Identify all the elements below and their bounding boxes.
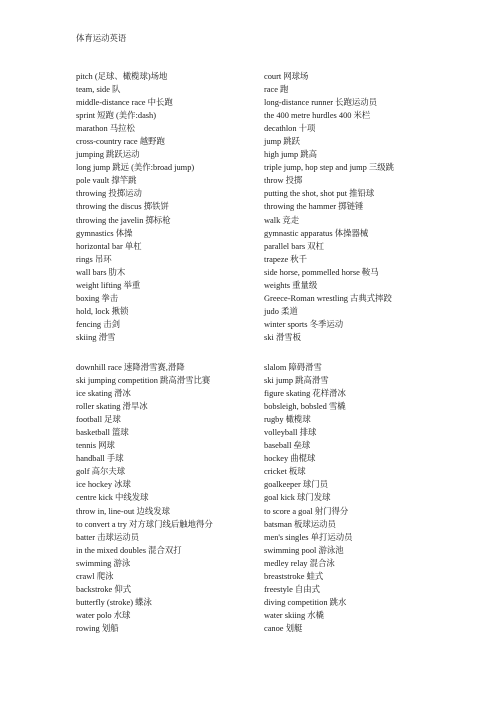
vocab-entry: marathon 马拉松 (76, 124, 135, 134)
vocab-entry: canoe 划艇 (264, 623, 303, 633)
vocab-entry: in the mixed doubles 混合双打 (76, 545, 182, 555)
vocab-entry: the 400 metre hurdles 400 米栏 (264, 111, 371, 121)
vocab-entry: goalkeeper 球门员 (264, 480, 328, 490)
vocab-entry: hold, lock 揪锁 (76, 306, 129, 316)
vocab-entry: weight lifting 举重 (76, 280, 141, 290)
vocab-entry: goal kick 球门发球 (264, 493, 331, 503)
vocab-entry: crawl 爬泳 (76, 571, 114, 581)
vocab-entry: boxing 拳击 (76, 293, 119, 303)
vocab-entry: freestyle 自由式 (264, 584, 321, 594)
vocab-entry: parallel bars 双杠 (264, 241, 324, 251)
vocab-entry: throwing 投掷运动 (76, 189, 142, 199)
vocab-entry: rings 吊环 (76, 254, 112, 264)
vocab-entry: gymnastics 体操 (76, 228, 133, 238)
vocab-entry: slalom 障碍滑雪 (264, 363, 322, 372)
vocab-entry: hockey 曲棍球 (264, 454, 316, 464)
vocab-entry: centre kick 中线发球 (76, 493, 149, 503)
vocab-entry: diving competition 跳水 (264, 597, 347, 607)
vocab-entry: handball 手球 (76, 454, 124, 464)
vocab-entry: roller skating 滑旱冰 (76, 402, 148, 412)
vocab-entry: walk 竞走 (264, 215, 300, 225)
vocab-entry: breaststroke 蛙式 (264, 571, 324, 581)
vocab-entry: middle-distance race 中长跑 (76, 98, 173, 108)
vocab-entry: jumping 跳跃运动 (76, 150, 140, 160)
vocab-entry: butterfly (stroke) 蝶泳 (76, 597, 152, 607)
vocab-entry: to score a goal 射门得分 (264, 506, 349, 516)
vocab-entry: winter sports 冬季运动 (264, 319, 344, 329)
vocab-entry: weights 重量级 (264, 280, 318, 290)
vocab-entry: throwing the javelin 掷标枪 (76, 215, 171, 225)
vocab-column-1-right (264, 70, 394, 344)
vocab-entry: judo 柔道 (264, 306, 298, 316)
vocab-entry: long jump 跳远 (美作:broad jump) (76, 163, 195, 173)
vocab-entry: pitch (足球、橄榄球)场地 (76, 72, 168, 81)
vocab-entry: race 跑 (264, 85, 289, 95)
vocab-entry: bobsleigh, bobsled 雪橇 (264, 402, 346, 412)
vocab-entry: rowing 划船 (76, 623, 119, 633)
vocab-entry: downhill race 速降滑雪赛,滑降 (76, 363, 185, 372)
vocab-entry: long-distance runner 长跑运动员 (264, 98, 378, 108)
vocab-entry: fencing 击剑 (76, 319, 120, 329)
vocab-entry: team, side 队 (76, 85, 121, 95)
vocab-entry: basketball 篮球 (76, 428, 129, 438)
vocab-entry: men's singles 单打运动员 (264, 532, 353, 542)
vocab-entry: throw 投掷 (264, 176, 303, 186)
vocab-entry: court 网球场 (264, 72, 309, 81)
vocab-entry: rugby 橄榄球 (264, 415, 311, 425)
vocab-entry: to convert a try 对方球门线后触地得分 (76, 519, 213, 529)
vocab-entry: throwing the hammer 掷链锤 (264, 202, 364, 212)
vocab-entry: figure skating 花样滑冰 (264, 389, 346, 399)
vocab-entry: cricket 板球 (264, 467, 306, 477)
vocab-entry: throwing the discus 掷铁饼 (76, 202, 169, 212)
vocab-entry: throw in, line-out 边线发球 (76, 506, 170, 516)
vocab-entry: wall bars 肋木 (76, 267, 126, 277)
vocab-entry: ice skating 滑冰 (76, 389, 131, 399)
vocab-entry: ski 滑雪板 (264, 332, 301, 342)
vocab-entry: ski jumping competition 跳高滑雪比赛 (76, 376, 211, 386)
vocab-entry: Greece-Roman wrestling 古典式摔跤 (264, 293, 392, 303)
vocab-entry: putting the shot, shot put 推铅球 (264, 189, 375, 199)
vocab-entry: sprint 短跑 (美作:dash) (76, 111, 157, 121)
vocab-entry: volleyball 排球 (264, 428, 317, 438)
vocab-entry: pole vault 撑竿跳 (76, 176, 137, 186)
vocab-entry: horizontal bar 单杠 (76, 241, 142, 251)
vocab-entry: cross-country race 越野跑 (76, 137, 165, 147)
vocab-entry: batsman 板球运动员 (264, 519, 336, 529)
vocab-entry: swimming 游泳 (76, 558, 131, 568)
page-title: 体育运动英语 (76, 34, 127, 43)
vocab-entry: ice hockey 冰球 (76, 480, 131, 490)
vocab-entry: high jump 跳高 (264, 150, 318, 160)
vocab-entry: ski jump 跳高滑雪 (264, 376, 329, 386)
vocab-entry: batter 击球运动员 (76, 532, 140, 542)
vocab-entry: decathlon 十项 (264, 124, 316, 134)
vocab-column-2-right (264, 361, 353, 635)
vocab-entry: tennis 网球 (76, 441, 115, 451)
vocab-entry: gymnastic apparatus 体操器械 (264, 228, 369, 238)
vocab-entry: trapeze 秋千 (264, 254, 308, 264)
vocab-entry: water skiing 水橇 (264, 610, 325, 620)
vocab-entry: jump 跳跃 (264, 137, 301, 147)
vocab-entry: golf 高尔夫球 (76, 467, 126, 477)
vocab-entry: football 足球 (76, 415, 121, 425)
vocab-entry: medley relay 混合泳 (264, 558, 335, 568)
vocab-entry: side horse, pommelled horse 鞍马 (264, 267, 379, 277)
vocab-entry: triple jump, hop step and jump 三级跳 (264, 163, 395, 173)
vocab-column-2-left (76, 361, 213, 635)
vocab-entry: swimming pool 游泳池 (264, 545, 344, 555)
vocab-column-1-left (76, 70, 194, 344)
vocab-entry: baseball 垒球 (264, 441, 311, 451)
vocab-entry: skiing 滑雪 (76, 332, 116, 342)
vocab-entry: backstroke 仰式 (76, 584, 132, 594)
vocab-entry: water polo 水球 (76, 610, 131, 620)
